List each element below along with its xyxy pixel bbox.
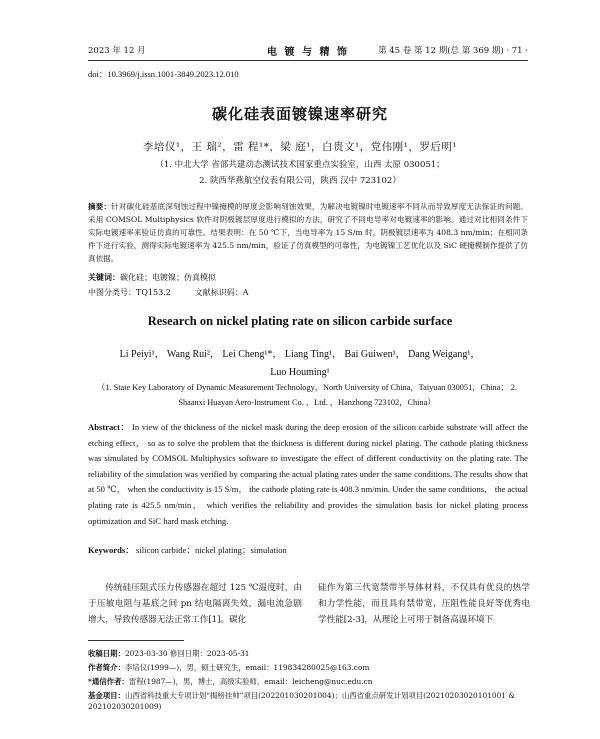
classification-cn bbox=[88, 287, 273, 298]
keywords-cn-text: 碳化硅；电镀镍；仿真模拟 bbox=[120, 273, 216, 282]
footnote-text: 山西省科技重大专项计划“揭榜挂帅”项目(202201030201004)；山西省重点研发计划项目(20210203020101001 & 202102030201009) bbox=[88, 691, 515, 711]
header-issue: 第 45 卷 第 12 期(总 第 369 期) · 71 · bbox=[378, 46, 528, 56]
abstract-cn bbox=[88, 200, 528, 265]
body-column-left: 传统硅压阻式压力传感器在超过 125 ℃温度时，由于压敏电阻与基底之间 pn 结电隔离失效，漏电流急剧增大，导致传感器无法正常工作[1]。碳化 bbox=[88, 583, 302, 625]
body-column-right: 硅作为第三代宽禁带半导体材料，不仅具有优良的热学和力学性能，而且具有禁带宽，压阻性能良好等优秀电学性能[2-3]，从理论上可用于制备高温环境下 bbox=[318, 583, 530, 625]
keywords-en-text: silicon carbide；nickel plating；simulation bbox=[136, 545, 287, 555]
footnote-text: 雷程(1987—)，男，博士，高级实验师，email：leicheng@nuc.edu.cn bbox=[128, 677, 373, 686]
authors-cn: 李培仪¹，王 瑞²，雷 程¹*，梁 庭¹，白贵文¹，党伟刚¹，罗后明¹ bbox=[142, 141, 458, 153]
footnote-label: 收稿日期： bbox=[88, 649, 125, 658]
doi[interactable]: doi：10.3969/j.issn.1001-3849.2023.12.010 bbox=[88, 69, 239, 79]
keywords-en-label: Keywords： bbox=[88, 545, 134, 555]
class-number: 中图分类号：TQ153.2 bbox=[88, 288, 171, 297]
authors-en bbox=[0, 346, 600, 382]
authors-en-line-1: Li Peiyi¹， Wang Rui²， Lei Cheng¹*， Liang Ting¹， Bai Guiwen¹， Dang Weigang¹， bbox=[119, 349, 481, 360]
keywords-en bbox=[88, 544, 287, 556]
header-rule bbox=[88, 60, 528, 61]
footnote-text: 李培仪(1999—)，男，硕士研究生，email：119834280025@163.com bbox=[124, 663, 370, 672]
affiliation-cn-2: 2. 陕西华燕航空仪表有限公司，陕西 汉中 723102） bbox=[199, 176, 401, 186]
header-date: 2023 年 12 月 bbox=[88, 46, 146, 56]
running-header bbox=[88, 44, 528, 58]
abstract-en bbox=[88, 420, 528, 529]
title-cn: 碳化硅表面镀镍速率研究 bbox=[211, 105, 388, 123]
footnote-rule bbox=[88, 640, 184, 641]
abstract-cn-text: 针对碳化硅基底深刻蚀过程中镍掩模的厚度会影响刻蚀效果，为解决电镀镍时电镀速率不同从而导致厚度无法保证的问题。采用 COMSOL Multiphysics 软件对阴极镀层厚度进行模拟的方法，研究了不同电导率对电镀速率的影响。通过对比相同条件下实际电镀速率来验证仿真的可靠性。结果表明：在 50 ℃下，当电导率为 15 S/m 时，阴极镀层速率为 408.3 nm/min；在相同条件下进行实验，测得实际电镀速率为 425.5 nm/min，验证了仿真模型的可靠性，为电镀镍工艺优化以及 SiC 硬掩模制作提供了仿真依据。 bbox=[88, 202, 529, 263]
keywords-cn-label: 关键词： bbox=[88, 272, 120, 282]
affiliation-en: （1. State Key Laboratory of Dynamic Measurement Technology，North University of China，Taiyuan 030051，China； 2. Shaanxi Huayan Aero-Instrument Co．，Ltd．，Hanzhong 723102，China） bbox=[97, 383, 517, 407]
journal-name: 电 镀 与 精 饰 bbox=[267, 47, 349, 58]
footnote-funding bbox=[88, 690, 528, 712]
keywords-cn bbox=[88, 272, 216, 283]
authors-en-line-2: Luo Houming¹ bbox=[270, 367, 330, 378]
footnote-label: 作者简介： bbox=[88, 663, 125, 672]
footnote-received bbox=[88, 648, 528, 659]
footnote-author-bio bbox=[88, 662, 528, 673]
footnote-label: *通信作者： bbox=[88, 677, 129, 686]
title-en: Research on nickel plating rate on silicon carbide surface bbox=[147, 314, 453, 328]
abstract-en-text: In view of the thickness of the nickel mask during the deep erosion of the silicon carbide substrate will affect the etching effect， so as to solve the problem that the thickness is different during nickel plating. The cathode plating thickness was simulated by COMSOL Multiphysics software to investigate the effect of different conductivity on the plating rate. The reliability of the simulation was verified by comparing the actual plating rates under the same conditions. The results show that at 50 ℃， when the conductivity is 15 S/m， the cathode plating rate is 408.3 nm/min. Under the same conditions， the actual plating rate is 425.5 nm/min， which verifies the reliability and provides the simulation basis for nickel plating process optimization and SiC hard mask etching. bbox=[88, 422, 528, 526]
footnote-text: 2023-03-30 修回日期：2023-05-31 bbox=[124, 649, 250, 658]
document-code: 文献标识码：A bbox=[194, 288, 249, 297]
abstract-en-label: Abstract： bbox=[88, 422, 130, 432]
footnote-label: 基金项目： bbox=[88, 691, 125, 700]
footnote-corresponding bbox=[88, 676, 528, 687]
affiliation-cn-1: （1. 中北大学 省部共建动态测试技术国家重点实验室，山西 太原 030051； bbox=[155, 160, 445, 170]
abstract-cn-label: 摘要： bbox=[88, 202, 112, 211]
